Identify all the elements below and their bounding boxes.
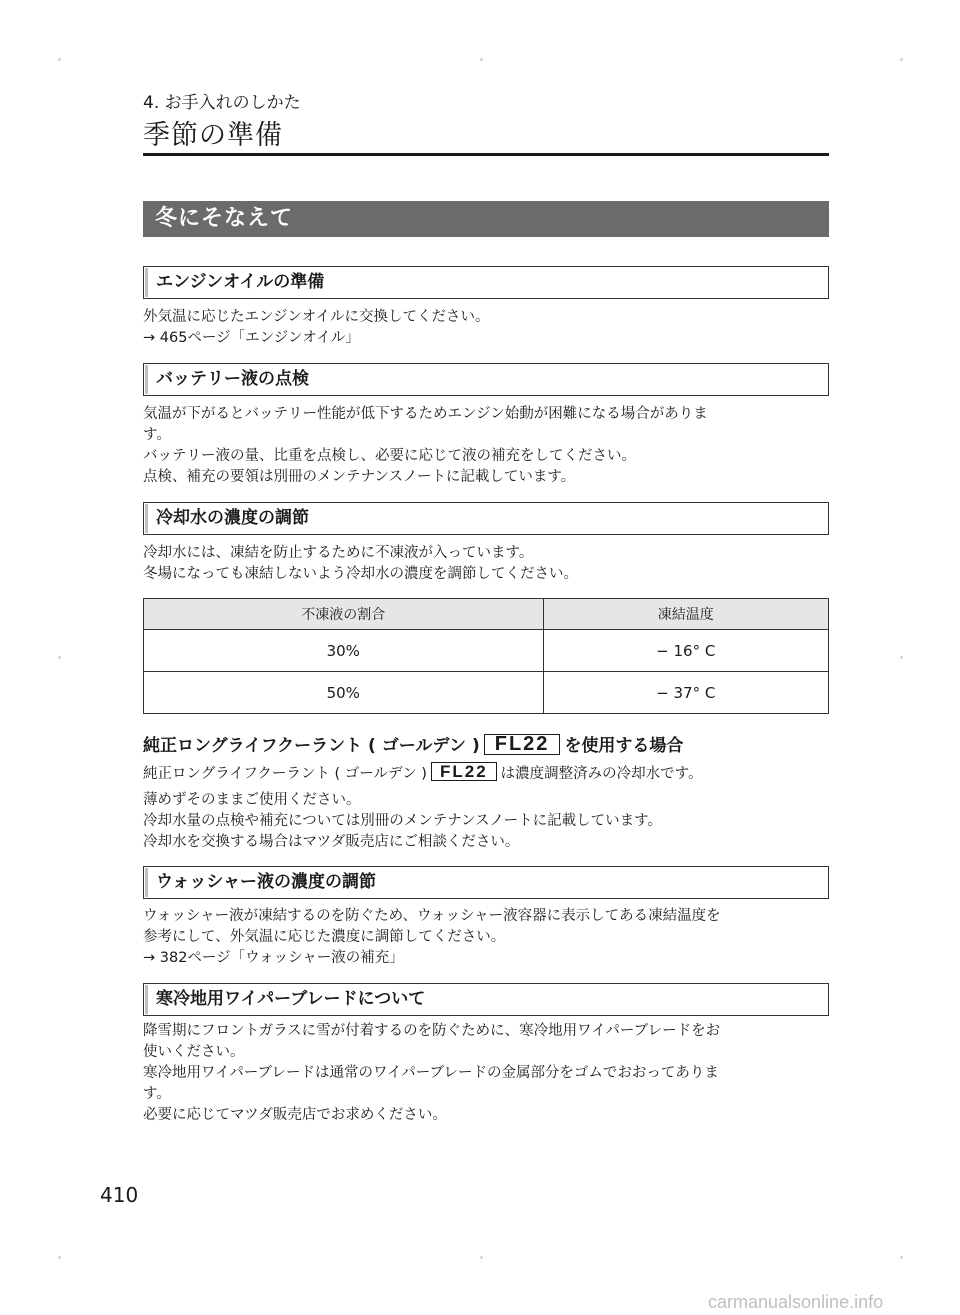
genuine-coolant-heading [143, 731, 683, 756]
fl22-code-badge: FL22 [431, 762, 497, 781]
washer-heading: ウォッシャー液の濃度の調節 [143, 866, 829, 899]
text-line: 使いください。 [143, 1044, 245, 1060]
genuine-text [143, 762, 833, 853]
crop-mark [480, 58, 483, 61]
text-line: 薄めずそのままご使用ください。 [143, 792, 361, 808]
text-fragment: は濃度調整済みの冷却水です。 [500, 766, 703, 782]
table-cell: 50% [144, 672, 544, 714]
text-line: 外気温に応じたエンジンオイルに交換してください。 [143, 309, 490, 325]
text-fragment: 純正ロングライフクーラント ( ゴールデン ) [143, 766, 427, 782]
crop-mark [900, 58, 903, 61]
text-line: す。 [143, 1086, 171, 1102]
text-line: バッテリー液の量、比重を点検し、必要に応じて液の補充をしてください。 [143, 448, 636, 464]
reference-link[interactable]: → 382ページ「ウォッシャー液の補充」 [143, 950, 404, 966]
crop-mark [900, 656, 903, 659]
heading-text: 純正ロングライフクーラント ( ゴールデン ) [143, 736, 480, 756]
reference-link[interactable]: → 465ページ「エンジンオイル」 [143, 330, 360, 346]
crop-mark [58, 58, 61, 61]
table-header: 不凍液の割合 [144, 599, 544, 630]
table-cell: − 37° C [543, 672, 829, 714]
text-line: 必要に応じてマツダ販売店でお求めください。 [143, 1107, 447, 1123]
text-line: 寒冷地用ワイパーブレードは通常のワイパーブレードの金属部分をゴムでおおってありま [143, 1065, 719, 1081]
watermark: carmanualsonline.info [708, 1292, 884, 1312]
table-cell: 30% [144, 630, 544, 672]
title-rule [143, 153, 829, 156]
table-row [144, 630, 829, 672]
coolant-text [143, 543, 833, 585]
text-line: 冷却水を交換する場合はマツダ販売店にご相談ください。 [143, 834, 520, 850]
text-line: 参考にして、外気温に応じた濃度に調節してください。 [143, 929, 506, 945]
oil-heading: エンジンオイルの準備 [143, 266, 829, 299]
battery-heading: バッテリー液の点検 [143, 363, 829, 396]
fl22-code-badge: FL22 [484, 734, 561, 755]
washer-text [143, 906, 833, 969]
table-row [144, 672, 829, 714]
text-line: 冬場になっても凍結しないよう冷却水の濃度を調節してください。 [143, 566, 578, 582]
table-cell: − 16° C [543, 630, 829, 672]
table-header: 凍結温度 [543, 599, 829, 630]
text-line: す。 [143, 427, 171, 443]
text-line: 気温が下がるとバッテリー性能が低下するためエンジン始動が困難になる場合がありま [143, 406, 708, 422]
wiper-heading: 寒冷地用ワイパーブレードについて [143, 983, 829, 1016]
wiper-text [143, 1021, 833, 1126]
crop-mark [480, 1256, 483, 1259]
crop-mark [58, 1256, 61, 1259]
text-line: 点検、補充の要領は別冊のメンテナンスノートに記載しています。 [143, 469, 576, 485]
page-title: 季節の準備 [143, 120, 283, 151]
text-line: ウォッシャー液が凍結するのを防ぐため、ウォッシャー液容器に表示してある凍結温度を [143, 908, 721, 924]
crop-mark [58, 656, 61, 659]
text-line: 冷却水量の点検や補充については別冊のメンテナンスノートに記載しています。 [143, 813, 662, 829]
chapter-label: 4. お手入れのしかた [143, 93, 301, 113]
oil-text [143, 307, 833, 349]
text-line [143, 762, 833, 785]
text-line: 降雪期にフロントガラスに雪が付着するのを防ぐために、寒冷地用ワイパーブレードをお [143, 1023, 721, 1039]
section-title: 冬にそなえて [143, 201, 829, 237]
crop-mark [900, 1256, 903, 1259]
coolant-heading: 冷却水の濃度の調節 [143, 502, 829, 535]
heading-text: を使用する場合 [564, 736, 684, 756]
battery-text [143, 404, 833, 488]
antifreeze-table [143, 598, 829, 714]
page-number: 410 [100, 1183, 139, 1207]
text-line: 冷却水には、凍結を防止するために不凍液が入っています。 [143, 545, 534, 561]
